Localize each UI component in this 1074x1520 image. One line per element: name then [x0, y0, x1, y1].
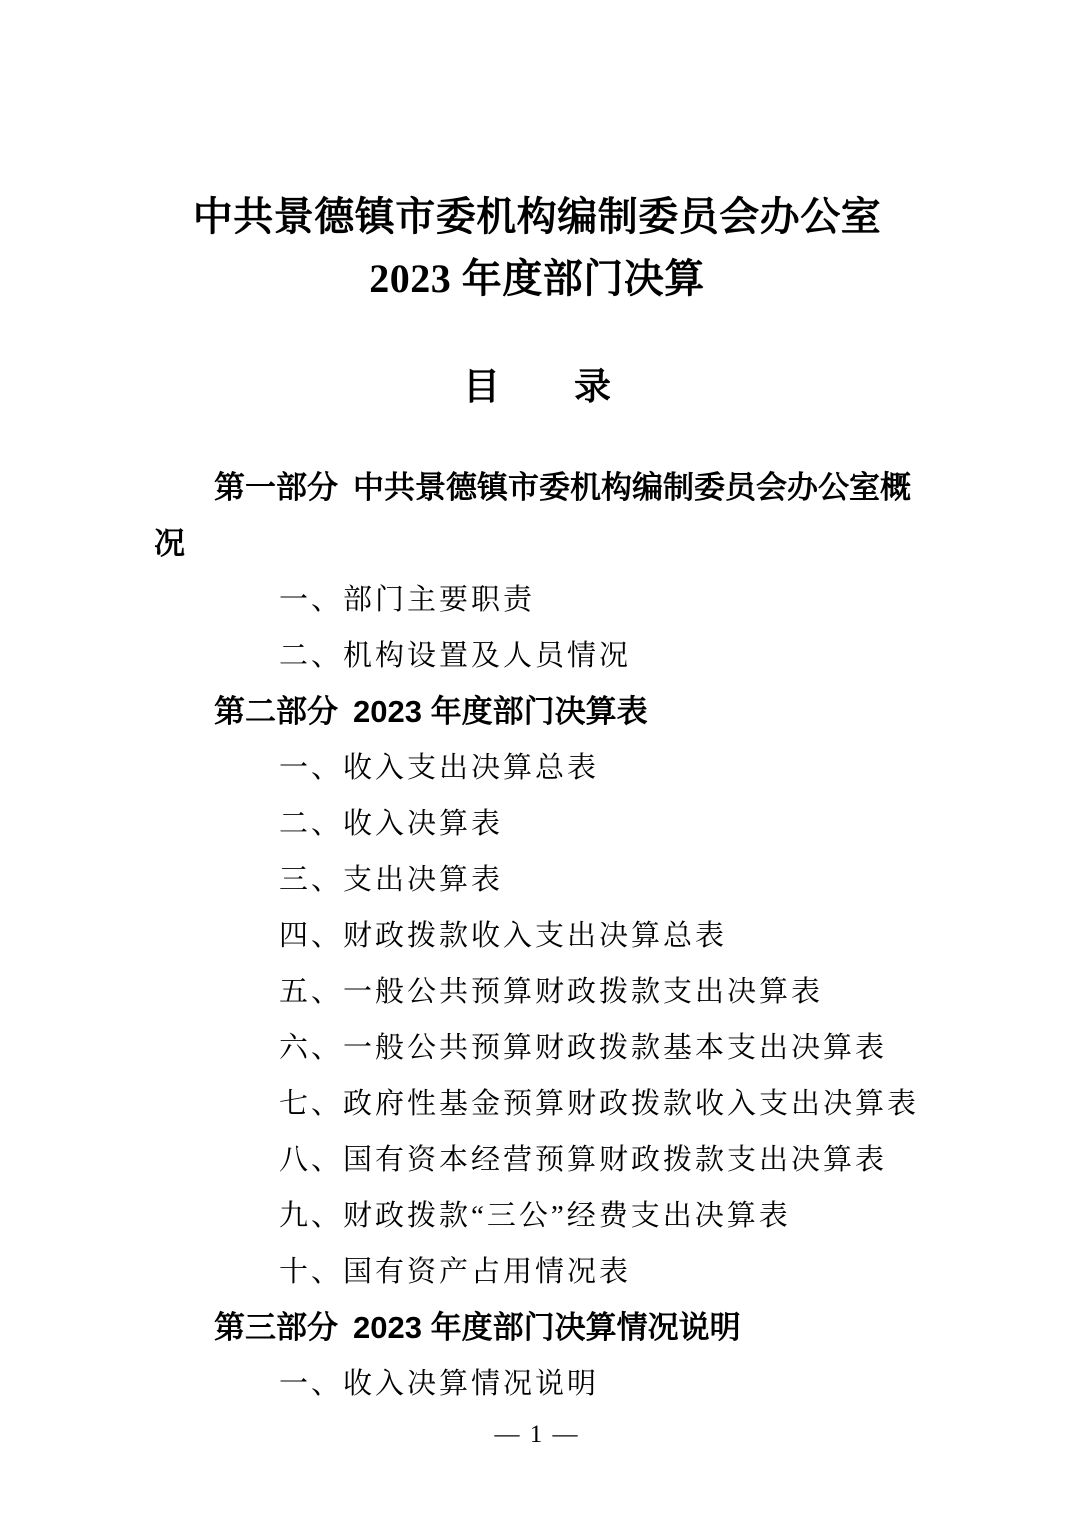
- toc-section-2-label: 第二部分: [214, 694, 338, 729]
- toc-entry: 三、支出决算表: [279, 864, 504, 896]
- toc-entry: 六、一般公共预算财政拨款基本支出决算表: [279, 1032, 888, 1064]
- toc-section-2-title: 2023 年度部门决算表: [353, 694, 648, 729]
- toc-section-2-heading: [154, 684, 920, 740]
- toc-section-3-title: 2023 年度部门决算情况说明: [353, 1310, 741, 1345]
- toc-entry: 一、收入支出决算总表: [279, 752, 600, 784]
- toc-entry: 五、一般公共预算财政拨款支出决算表: [279, 976, 824, 1008]
- document-title-line1: 中共景德镇市委机构编制委员会办公室: [192, 194, 882, 239]
- toc-section-1-title: 中共景德镇市委机构编制委员会办公室概况: [154, 470, 911, 561]
- toc-section-3-heading: [154, 1300, 920, 1356]
- document-title: [154, 0, 920, 310]
- table-of-contents: [154, 460, 920, 1412]
- toc-entry: 二、收入决算表: [279, 808, 504, 840]
- toc-heading: 目 录: [463, 367, 611, 408]
- toc-entry: 八、国有资本经营预算财政拨款支出决算表: [279, 1144, 888, 1176]
- toc-entry: 二、机构设置及人员情况: [279, 640, 632, 672]
- toc-entry: 十、国有资产占用情况表: [279, 1256, 632, 1288]
- document-title-line2: 2023 年度部门决算: [369, 256, 705, 301]
- toc-entry: 四、财政拨款收入支出决算总表: [279, 920, 728, 952]
- toc-entry: 一、收入决算情况说明: [279, 1368, 600, 1400]
- toc-section-3-label: 第三部分: [214, 1310, 338, 1345]
- toc-entry: 七、政府性基金预算财政拨款收入支出决算表: [279, 1088, 920, 1120]
- toc-entry: 九、财政拨款“三公”经费支出决算表: [279, 1200, 791, 1232]
- toc-section-1-heading: [154, 460, 920, 572]
- page-number: — 1 —: [494, 1421, 580, 1448]
- toc-entry: 一、部门主要职责: [279, 584, 536, 616]
- toc-section-1-label: 第一部分: [214, 470, 338, 505]
